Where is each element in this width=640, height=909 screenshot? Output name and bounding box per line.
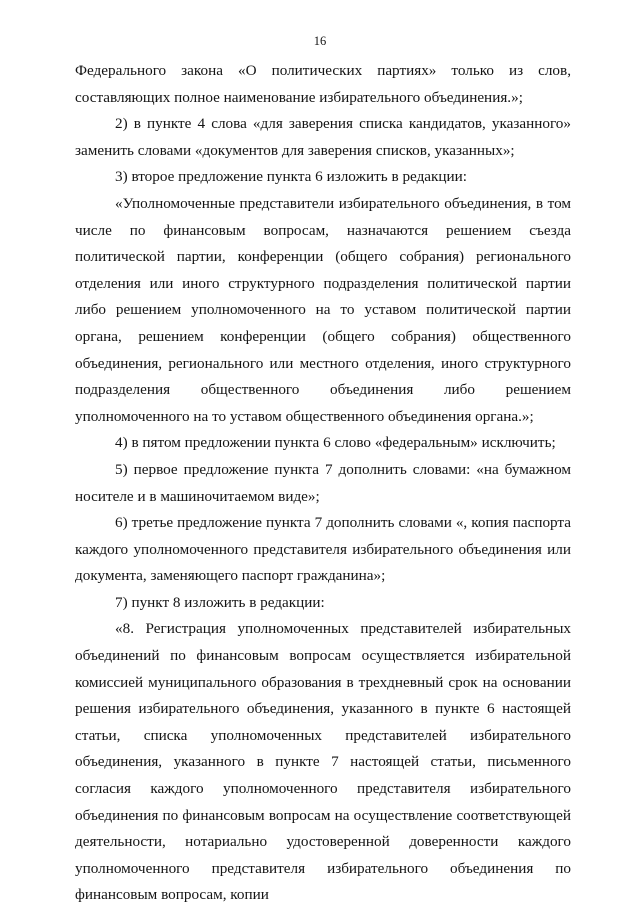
paragraph-item-7-quote: «8. Регистрация уполномоченных представителей избирательных объединений по финансовым вопросам осуществляется избирательной комиссией муниципального образования в трехдневный срок на основании решения избирательного объединения, указанного в пункте 6 настоящей статьи, списка уполномоченных представителей избирательного объединения, указанного в пункте 7 настоящей статьи, письменного согласия каждого уполномоченного представителя избирательного объединения по финансовым вопросам на осуществление соответствующей деятельности, нотариально удостоверенной доверенности каждого уполномоченного представителя избирательного объединения по финансовым вопросам, копии [75,620,571,904]
paragraph-law-name-ending: Федерального закона «О политических партиях» только из слов, составляющих полное наименование избирательного объединения.»; [75,62,571,106]
paragraph-item-3-quote: «Уполномоченные представители избирательного объединения, в том числе по финансовым вопросам, назначаются решением съезда политической партии, конференции (общего собрания) регионального отделения или иного структурного подразделения политической партии либо решением уполномоченного на то уставом политической партии органа, решением конференции (общего собрания) общественного объединения, регионального или местного отделения, иного структурного подразделения общественного объединения либо решением уполномоченного на то уставом общественного объединения органа.»; [75,194,571,425]
document-body [75,58,571,909]
paragraph-item-5: 5) первое предложение пункта 7 дополнить словами: «на бумажном носителе и в машиночитаемом виде»; [75,460,571,505]
paragraph-item-4: 4) в пятом предложении пункта 6 слово «федеральным» исключить; [115,434,556,452]
paragraph-item-3: 3) второе предложение пункта 6 изложить в редакции: [115,168,468,186]
paragraph-item-7: 7) пункт 8 изложить в редакции: [115,593,325,611]
paragraph-item-2: 2) в пункте 4 слова «для заверения списка кандидатов, указанного» заменить словами «документов для заверения списков, указанных»; [75,115,571,159]
paragraph-item-6: 6) третье предложение пункта 7 дополнить словами «, копия паспорта каждого уполномоченного представителя избирательного объединения или документа, заменяющего паспорт гражданина»; [75,514,571,585]
page-number: 16 [313,34,327,48]
